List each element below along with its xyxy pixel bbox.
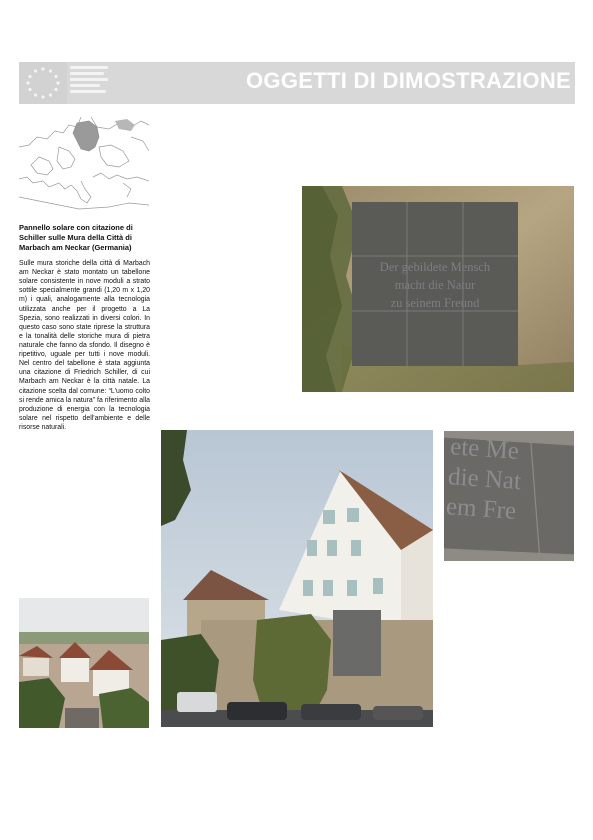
photo-building (161, 430, 433, 727)
caption-title: Pannello solare con citazione di Schiller sulle Mura della Città di Marbach am Neckar (Germania) (19, 223, 133, 252)
body-text: Sulle mura storiche della città di Marbach am Neckar è stato montato un tabellone solare consistente in nove moduli a strato sottile specialmente grandi (1,20 m x 1,20 m) i quali, analogamente alla tecnologia utilizzata anche per il progetto a La Spezia, sono realizzati in diversi colori. In questo caso sono state riprese la struttura e la tonalità delle storiche mura di pietra naturale che fanno da sfondo. Il disegno è ripetitivo, uguale per tutti i nove moduli. Nel centro del tabellone è stata aggiunta una citazione di Friedrich Schiller, di cui Marbach am Neckar è la città natale. La citazione scelta dal comune: “L'uomo colto si rende amica la natura” fa riferimento alla produzione di energia con la tecnologia solare nel rispetto dell'ambiente e delle risorse naturali. (19, 260, 150, 431)
detail-fragment: em Fre (445, 493, 518, 525)
detail-fragments (445, 432, 574, 532)
panel-quote-line: Der gebildete Mensch (379, 260, 491, 274)
panel-quote (352, 258, 518, 312)
detail-fragment: die Nat (447, 463, 522, 496)
eu-stars-flag-icon (19, 62, 67, 104)
panel-quote-line: zu seinem Freund (390, 296, 480, 311)
logo-text-lines (70, 66, 110, 100)
photo-panel-detail (444, 431, 574, 561)
detail-fragment: ete Me (449, 433, 520, 465)
photo-town (19, 598, 149, 728)
page-title: OGGETTI DI DIMOSTRAZIONE (246, 68, 571, 93)
europe-map-icon (19, 117, 149, 213)
photo-wall-panel (302, 186, 574, 392)
panel-quote-line: macht die Natur (394, 278, 476, 293)
